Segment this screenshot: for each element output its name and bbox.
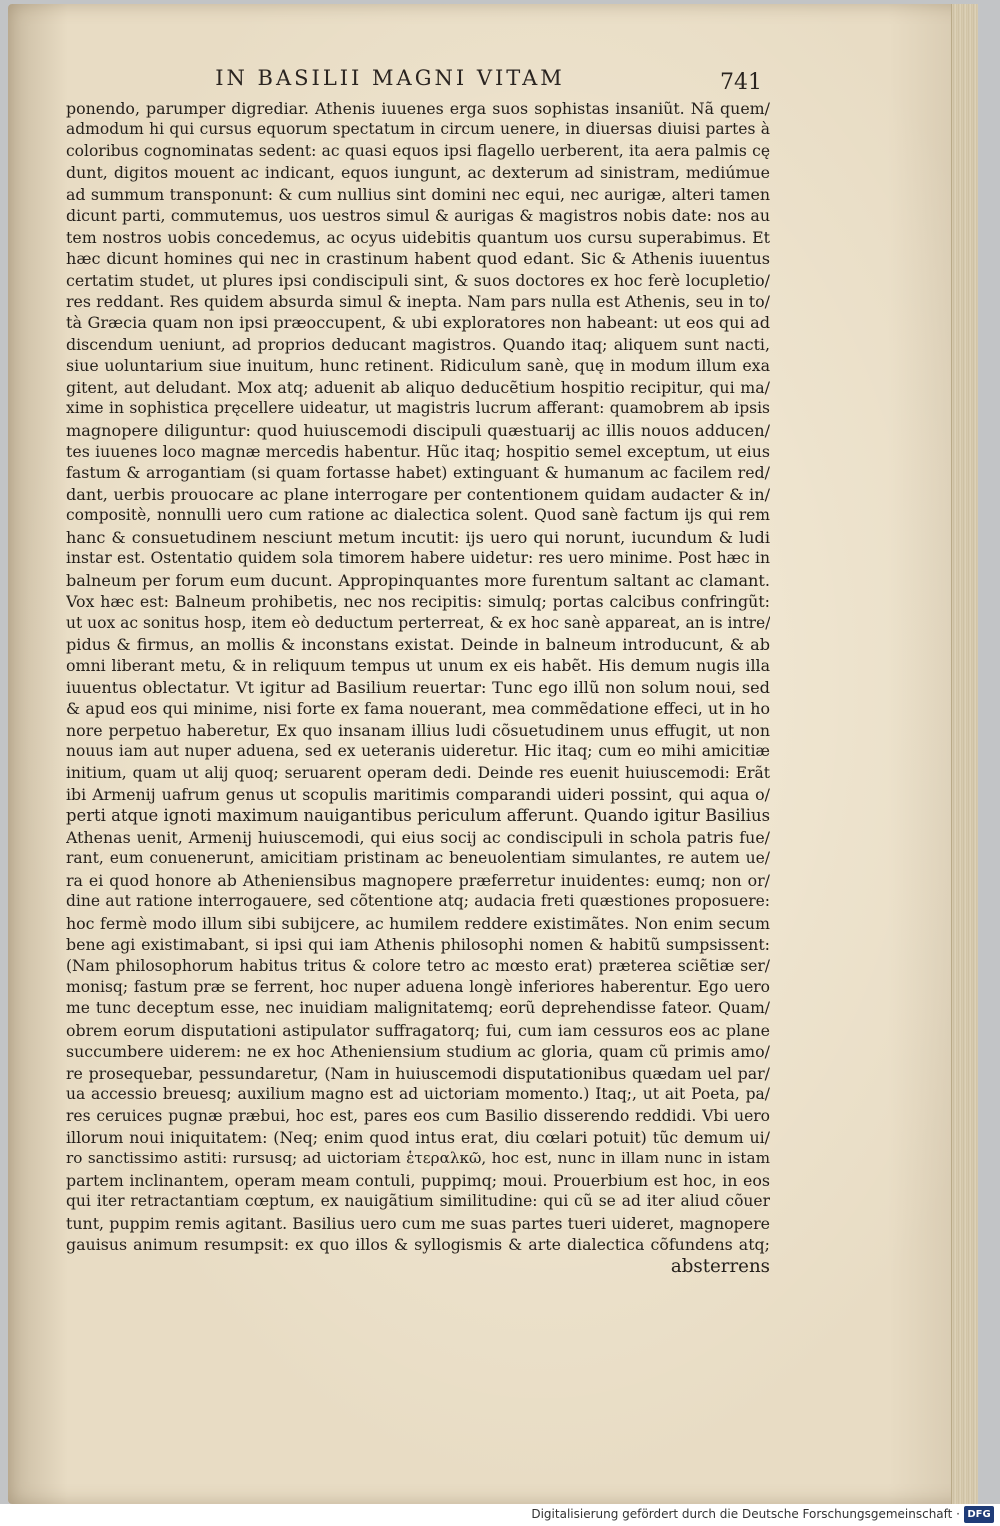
text-line: initium, quam ut alij quoq; seruarent operam dedi. Deinde res euenit huiuscemodi: Erãt <box>66 763 770 782</box>
text-line: illorum noui iniquitatem: (Neq; enim quod intus erat, diu cœlari potuit) tũc demum ui/ <box>66 1128 770 1147</box>
text-line: tà Græcia quam non ipsi præoccupent, & ubi exploratores non habeant: ut eos qui ad <box>66 313 770 333</box>
text-line: dunt, digitos mouent ac indicant, equos iungunt, ac dexterum ad sinistram, mediúmue <box>66 163 770 183</box>
text-line: res ceruices pugnæ præbui, hoc est, pares eos cum Basilio disserendo reddidi. Vbi uero <box>66 1106 770 1125</box>
text-line: discendum ueniunt, ad proprios deducant magistros. Quando itaq; aliquem sunt nacti, <box>66 334 770 354</box>
text-line: perti atque ignoti maximum nauigantibus periculum afferunt. Quando igitur Basilius <box>66 806 770 826</box>
text-line: bene agi existimabant, si ipsi qui iam Athenis philosophi nomen & habitũ sumpsissent: <box>66 935 770 955</box>
text-line: ro sanctissimo astiti: rursusq; ad uictoriam ἑτεραλκῶ, hoc est, nunc in illam nunc in istam <box>66 1149 770 1168</box>
text-line: re prosequebar, pessundaretur, (Nam in huiuscemodi disputationibus quædam uel par/ <box>66 1063 770 1083</box>
text-line: hæc dicunt homines qui nec in crastinum habent quod edant. Sic & Athenis iuuentus <box>66 249 770 269</box>
body-text <box>66 98 770 1277</box>
text-line: ua accessio breuesq; auxilium magno est ad uictoriam momento.) Itaq;, ut ait Poeta, pa/ <box>66 1085 770 1104</box>
text-line: nouus iam aut nuper aduena, sed ex ueteranis uideretur. Hic itaq; cum eo mihi amicitiæ <box>66 742 770 761</box>
catchword: absterrens <box>670 1255 770 1277</box>
footer-bar <box>0 1504 1000 1526</box>
text-line: dicunt parti, commutemus, uos uestros simul & aurigas & magistros nobis date: nos au <box>66 206 770 226</box>
running-head: IN BASILII MAGNI VITAM <box>215 66 565 90</box>
text-line: pidus & firmus, an mollis & inconstans existat. Deinde in balneum introducunt, & ab <box>66 634 770 654</box>
text-line: siue uoluntarium siue inuitum, hunc retinent. Ridiculum sanè, quę in modum illum exa <box>66 356 770 376</box>
text-line: fastum & arrogantiam (si quam fortasse habet) extinguant & humanum ac facilem red/ <box>66 463 770 483</box>
text-line: admodum hi qui cursus equorum spectatum in circum uenere, in diuersas diuisi partes à <box>66 120 770 139</box>
text-line: instar est. Ostentatio quidem sola timorem habere uidetur: res uero minime. Post hæc in <box>66 549 770 568</box>
text-line: certatim studet, ut plures ipsi condiscipuli sint, & suos doctores ex hoc ferè locupletio/ <box>66 270 770 290</box>
text-line: dine aut ratione interrogauere, sed cõtentione atq; audacia freti quæstiones proposuere: <box>66 892 770 911</box>
text-line: obrem eorum disputationi astipulator suffragatorq; fui, cum iam cessuros eos ac plane <box>66 1020 770 1040</box>
text-line: rant, eum conuenerunt, amicitiam pristinam ac beneuolentiam simulantes, re autem ue/ <box>66 849 770 868</box>
text-line: & apud eos qui minime, nisi forte ex fama nouerant, mea commẽdatione effeci, ut in ho <box>66 699 770 719</box>
text-line: omni liberant metu, & in reliquum tempus ut unum ex eis habẽt. His demum nugis illa <box>66 656 770 676</box>
page-number: 741 <box>720 70 762 95</box>
text-line: gitent, aut deludant. Mox atq; aduenit ab aliquo deducẽtium hospitio recipitur, qui ma/ <box>66 377 770 397</box>
page-fore-edge <box>951 4 978 1504</box>
text-line: iuuentus oblectatur. Vt igitur ad Basilium reuertar: Tunc ego illũ non solum noui, sed <box>66 677 770 697</box>
text-line: xime in sophistica pręcellere uideatur, ut magistris lucrum afferant: quamobrem ab ipsis <box>66 399 770 418</box>
text-line: monisq; fastum præ se ferrent, hoc nuper aduena longè inferiores haberentur. Ego uero <box>66 977 770 996</box>
text-line: qui iter retractantiam cœptum, ex nauigãtium similitudine: qui cũ se ad iter aliud cõuer <box>66 1192 770 1211</box>
text-line: gauisus animum resumpsit: ex quo illos & syllogismis & arte dialectica cõfundens atq; <box>66 1235 770 1255</box>
digitization-credit: Digitalisierung gefördert durch die Deutsche Forschungsgemeinschaft · <box>531 1507 960 1521</box>
text-line: ad summum transponunt: & cum nullius sint domini nec equi, nec aurigæ, alteri tamen <box>66 184 770 204</box>
text-line: coloribus cognominatas sedent: ac quasi equos ipsi flagello uerberent, ita aera palmis cę <box>66 141 770 160</box>
text-line: ibi Armenij uafrum genus ut scopulis maritimis comparandi uideri possint, qui aqua o/ <box>66 785 770 804</box>
text-line: tunt, puppim remis agitant. Basilius uero cum me suas partes tueri uideret, magnopere <box>66 1213 770 1233</box>
text-line: ponendo, parumper digrediar. Athenis iuuenes erga suos sophistas insaniũt. Nã quem/ <box>66 99 770 118</box>
text-line: (Nam philosophorum habitus tritus & colore tetro ac mœsto erat) præterea sciẽtiæ ser/ <box>66 956 770 975</box>
text-line: partem inclinantem, operam meam contuli, puppimq; moui. Prouerbium est hoc, in eos <box>66 1170 770 1190</box>
text-line: nore perpetuo haberetur, Ex quo insanam illius ludi cõsuetudinem unus effugit, ut non <box>66 720 770 740</box>
text-line: tem nostros uobis concedemus, ac ocyus uidebitis quantum uos cursu superabimus. Et <box>66 227 770 247</box>
text-line: succumbere uiderem: ne ex hoc Atheniensium studium ac gloria, quam cũ primis amo/ <box>66 1042 770 1062</box>
dfg-logo: DFG <box>964 1506 994 1523</box>
text-line: hanc & consuetudinem nesciunt metum incutit: ijs uero qui norunt, iucundum & ludi <box>66 527 770 547</box>
text-line: ut uox ac sonitus hosp, item eò deductum perterreat, & ex hoc sanè appareat, an is intre/ <box>66 613 770 632</box>
text-line: dant, uerbis prouocare ac plane interrogare per contentionem quidam audacter & in/ <box>66 484 770 504</box>
text-line: tes iuuenes loco magnæ mercedis habentur. Hũc itaq; hospitio semel exceptum, ut eius <box>66 442 770 461</box>
text-line: me tunc deceptum esse, nec inuidiam malignitatemq; eorũ deprehendisse fateor. Quam/ <box>66 999 770 1018</box>
text-line: hoc fermè modo illum sibi subijcere, ac humilem reddere existimãtes. Non enim secum <box>66 913 770 933</box>
text-line: Vox hæc est: Balneum prohibetis, nec nos recipitis: simulq; portas calcibus confringũt: <box>66 592 770 612</box>
text-line: balneum per forum eum ducunt. Appropinquantes more furentum saltant ac clamant. <box>66 570 770 590</box>
text-line: ra ei quod honore ab Atheniensibus magnopere præferretur inuidentes: eumq; non or/ <box>66 870 770 890</box>
text-line: res reddant. Res quidem absurda simul & inepta. Nam pars nulla est Athenis, seu in to/ <box>66 291 770 311</box>
text-line: compositè, nonnulli uero cum ratione ac dialectica solent. Quod sanè factum ijs qui rem <box>66 506 770 525</box>
text-line: Athenas uenit, Armenij huiuscemodi, qui eius socij ac condiscipuli in schola patris fue/ <box>66 827 770 847</box>
text-line: magnopere diliguntur: quod huiuscemodi discipuli quæstuarij ac illis nouos adducen/ <box>66 420 770 440</box>
